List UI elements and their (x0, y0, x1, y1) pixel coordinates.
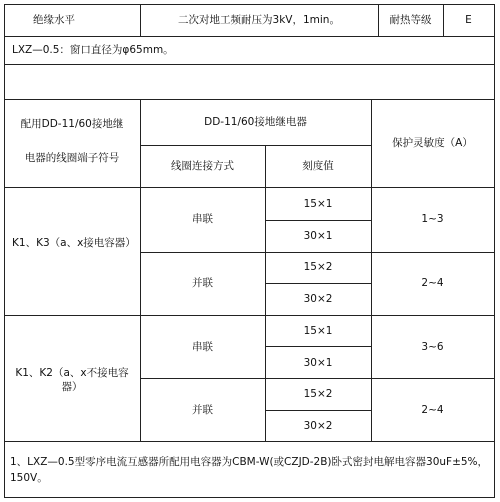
rule-right (494, 4, 495, 498)
rule-subheader-top (140, 145, 371, 146)
capacitor-footnote: 1、LXZ—0.5型零序电流互感器所配用电容器为CBM-W(或CZJD-2B)卧式密封电解电容器30uF±5%，150V。 (10, 456, 489, 484)
scale-header: 刻度值 (302, 160, 334, 172)
connection-series: 串联 (192, 341, 213, 353)
heat-class-label: 耐热等级 (389, 14, 432, 26)
sensitivity-value: 1~3 (421, 213, 444, 225)
rule-top (4, 4, 495, 5)
scale-value: 30×2 (303, 420, 333, 432)
rule-group1-mid (140, 252, 495, 253)
terminal-group-1: K1、K3（a、x接电容器） (12, 237, 136, 249)
rule-table-top (4, 99, 495, 100)
sensitivity-value: 2~4 (421, 277, 444, 289)
rule-bottom (4, 497, 495, 498)
rule-group2-mid (140, 378, 495, 379)
rule-note-bottom (4, 64, 495, 65)
rule-table-col1 (140, 99, 141, 442)
rule-scale-b (265, 283, 371, 284)
terminal-header-line2: 电器的线圈端子符号 (24, 152, 120, 164)
rule-header-bottom (4, 36, 495, 37)
scale-value: 15×1 (303, 198, 333, 210)
insulation-label: 绝缘水平 (33, 14, 75, 26)
rule-group-divider (4, 315, 495, 316)
scale-value: 15×1 (303, 325, 333, 337)
scale-value: 30×1 (303, 230, 333, 242)
scale-value: 30×2 (303, 293, 333, 305)
rule-left (4, 4, 5, 498)
sensitivity-header: 保护灵敏度（A） (392, 137, 473, 149)
window-diameter-note: LXZ—0.5：窗口直径为φ65mm。 (12, 44, 174, 56)
connection-parallel: 并联 (192, 404, 213, 416)
rule-table-head-bottom (4, 187, 495, 188)
scale-value: 30×1 (303, 357, 333, 369)
rule-table-col3 (371, 99, 372, 442)
sensitivity-value: 2~4 (421, 404, 444, 416)
rule-table-bottom (4, 441, 495, 442)
connection-series: 串联 (192, 213, 213, 225)
rule-scale-d (265, 410, 371, 411)
terminal-header-line1: 配用DD-11/60接地继 (20, 118, 124, 130)
scale-value: 15×2 (303, 261, 333, 273)
relay-header: DD-11/60接地继电器 (204, 116, 307, 128)
heat-class-value: E (465, 14, 472, 26)
rule-scale-c (265, 346, 371, 347)
sensitivity-value: 3~6 (421, 341, 444, 353)
terminal-group-2: K1、K2（a、x不接电容器） (15, 367, 129, 393)
connection-header: 线圈连接方式 (171, 160, 234, 172)
scale-value: 15×2 (303, 388, 333, 400)
rule-scale-a (265, 220, 371, 221)
insulation-value: 二次对地工频耐压为3kV，1min。 (178, 14, 340, 26)
connection-parallel: 并联 (192, 277, 213, 289)
